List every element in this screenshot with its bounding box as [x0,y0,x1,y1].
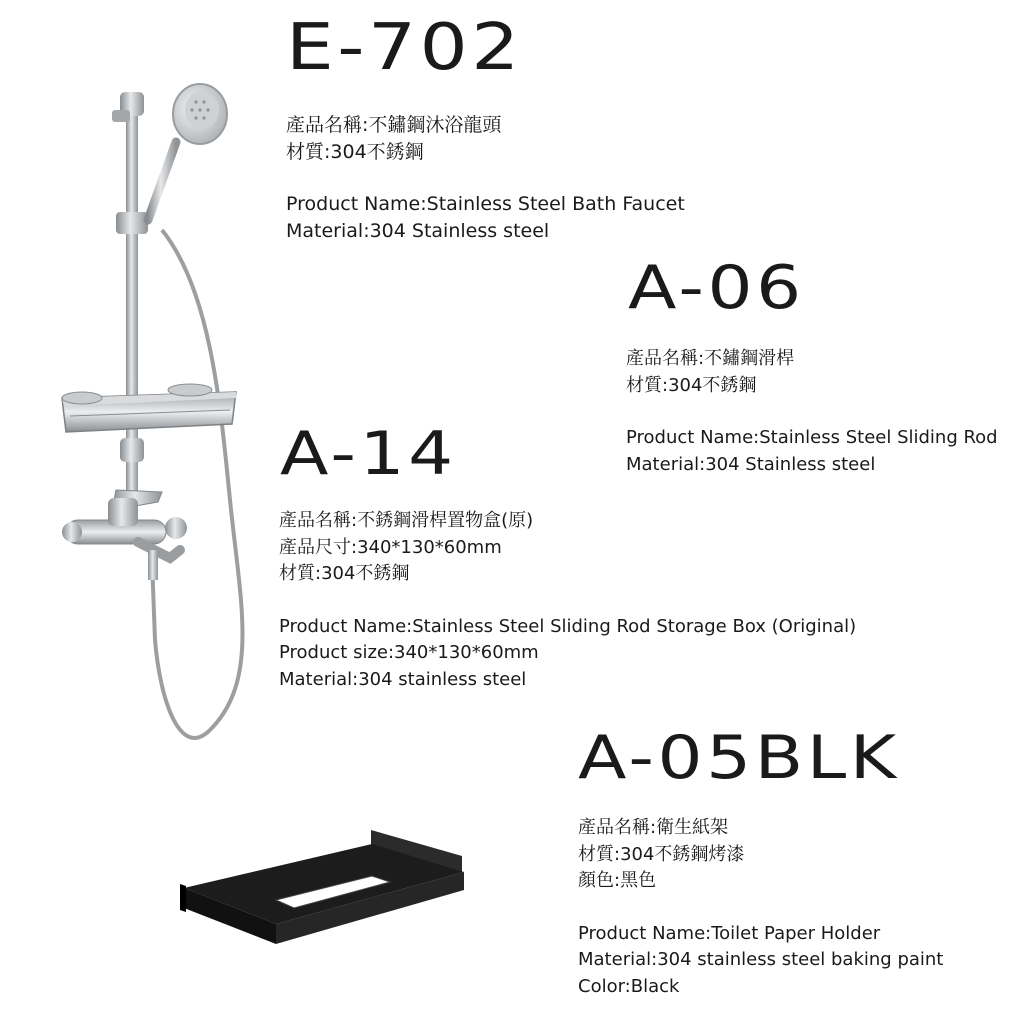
zh-product-size: 產品尺寸:340*130*60mm [279,536,502,558]
product-info-a06 [626,346,998,478]
shower-set-image [50,80,260,760]
en-material: Material:304 Stainless steel [626,453,876,475]
product-info-a05blk [578,815,943,1000]
product-code-e702: E-702 [286,11,523,85]
zh-material: 材質:304不銹鋼 [626,374,757,396]
zh-product-name: 產品名稱:不銹鋼滑桿置物盒(原) [279,510,534,531]
en-material: Material:304 stainless steel [279,668,527,690]
product-code-a06: A-06 [628,253,805,323]
product-code-a05blk: A-05BLK [578,723,900,793]
en-material: Material:304 stainless steel baking paint [578,949,944,970]
zh-material: 材質:304不銹鋼烤漆 [578,843,745,865]
zh-material: 材質:304不銹鋼 [279,563,410,584]
product-code-a14: A-14 [280,419,457,489]
en-product-name: Product Name:Stainless Steel Sliding Rod Storage Box (Original) [279,615,857,637]
en-product-name: Product Name:Stainless Steel Bath Faucet [286,193,685,215]
en-product-name: Product Name:Toilet Paper Holder [578,922,881,944]
zh-color: 顏色:黑色 [578,870,657,891]
zh-product-name: 產品名稱:不鏽鋼沐浴龍頭 [286,114,502,136]
zh-material: 材質:304不銹鋼 [286,140,424,163]
zh-product-name: 產品名稱:不鏽鋼滑桿 [626,348,795,369]
en-product-name: Product Name:Stainless Steel Sliding Rod [626,427,998,448]
product-info-e702 [286,112,685,244]
zh-product-name: 產品名稱:衛生紙架 [578,817,729,838]
en-material: Material:304 Stainless steel [286,219,550,242]
product-info-a14 [279,508,856,693]
paper-holder-image [176,826,472,958]
en-product-size: Product size:340*130*60mm [279,642,539,663]
en-color: Color:Black [578,975,680,997]
